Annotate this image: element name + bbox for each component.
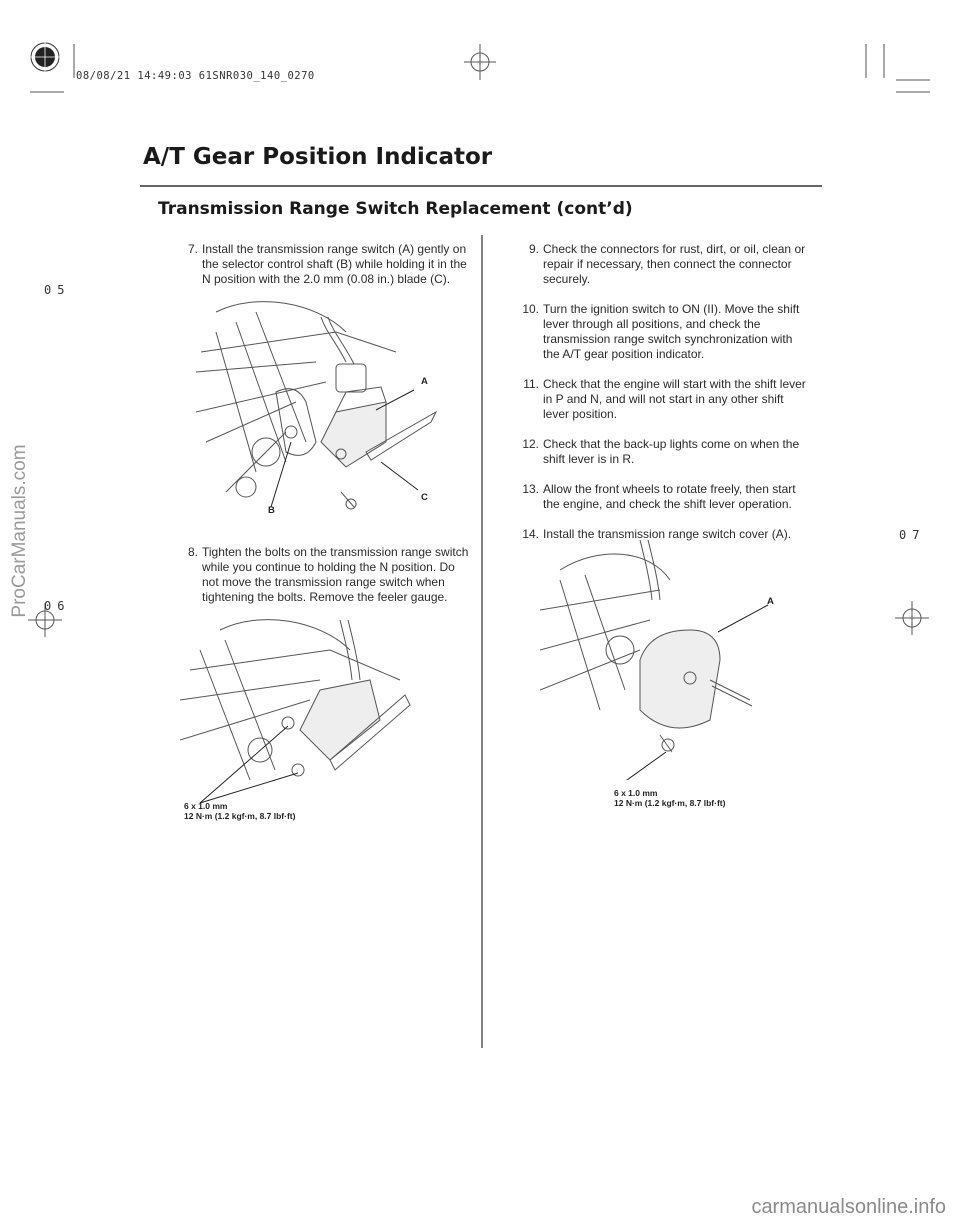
figure-switch-install xyxy=(196,292,486,522)
left-step-8 xyxy=(180,545,470,605)
margin-code-left-bottom: 06 xyxy=(44,599,71,613)
step-number: 12. xyxy=(522,437,539,451)
figure2-spec xyxy=(184,801,295,821)
step-item xyxy=(180,242,470,287)
step-item xyxy=(521,302,811,362)
figure1-label-c: C xyxy=(421,492,428,503)
right-steps xyxy=(521,242,811,542)
print-stamp: 08/08/21 14:49:03 61SNR030_140_0270 xyxy=(76,70,315,82)
step-number: 7. xyxy=(187,242,198,256)
step-number: 10. xyxy=(522,302,539,316)
step-text: Turn the ignition switch to ON (II). Move the shift lever through all positions, and check the transmission range switch synchronization with the A/T gear position indicator. xyxy=(543,302,800,361)
step-text: Install the transmission range switch cover (A). xyxy=(543,527,792,541)
figure3-spec xyxy=(614,788,725,808)
figure3-label-a: A xyxy=(767,596,774,607)
step-item xyxy=(521,242,811,287)
spec-torque: 12 N·m (1.2 kgf·m, 8.7 lbf·ft) xyxy=(614,798,726,808)
step-number: 14. xyxy=(522,527,539,541)
step-number: 11. xyxy=(523,377,539,391)
left-step-7 xyxy=(180,242,470,287)
step-text: Tighten the bolts on the transmission range switch while you continue to holding the N position. Do not move the transmission range switch when tightening the bolts. Remove the feeler gauge. xyxy=(202,545,469,604)
figure1-label-b: B xyxy=(268,505,275,516)
step-item xyxy=(180,545,470,605)
step-text: Check that the engine will start with the shift lever in P and N, and will not start in any other shift lever position. xyxy=(543,377,806,421)
step-number: 8. xyxy=(187,545,198,559)
step-item xyxy=(521,437,811,467)
step-text: Check the connectors for rust, dirt, or oil, clean or repair if necessary, then connect the connector securely. xyxy=(543,242,806,286)
section-subtitle: Transmission Range Switch Replacement (cont’d) xyxy=(158,199,633,219)
step-text: Allow the front wheels to rotate freely, then start the engine, and check the shift lever operation. xyxy=(543,482,796,511)
figure-switch-cover xyxy=(540,540,780,780)
step-text: Install the transmission range switch (A) gently on the selector control shaft (B) while holding it in the N position with the 2.0 mm (0.08 in.) blade (C). xyxy=(202,242,467,286)
step-text: Check that the back-up lights come on when the shift lever is in R. xyxy=(543,437,800,466)
step-number: 13. xyxy=(522,482,539,496)
step-item xyxy=(521,482,811,512)
page-title: A/T Gear Position Indicator xyxy=(143,144,493,170)
step-item xyxy=(521,377,811,422)
margin-code-left-top: 05 xyxy=(44,283,71,297)
margin-code-right: 07 xyxy=(899,528,926,542)
bottom-watermark: carmanualsonline.info xyxy=(751,1196,946,1218)
spec-torque: 12 N·m (1.2 kgf·m, 8.7 lbf·ft) xyxy=(184,811,296,821)
spec-size: 6 x 1.0 mm xyxy=(184,801,228,811)
spec-size: 6 x 1.0 mm xyxy=(614,788,658,798)
figure1-label-a: A xyxy=(421,376,428,387)
figure-switch-bolts xyxy=(180,610,420,810)
side-watermark: ProCarManuals.com xyxy=(9,444,30,618)
step-number: 9. xyxy=(528,242,539,256)
